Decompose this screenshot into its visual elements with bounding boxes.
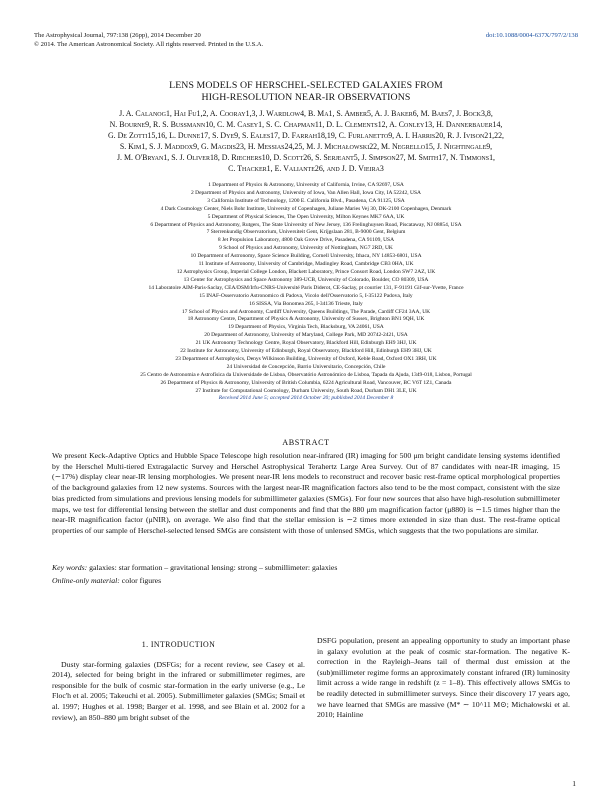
affiliation: 11 Institute of Astronomy, University of Cambridge, Madingley Road, Cambridge CB3 0HA, UK — [198, 261, 414, 268]
online-text: color figures — [121, 576, 162, 585]
author-list — [54, 108, 558, 175]
affiliation: 3 California Institute of Technology, 1200 E. California Blvd., Pasadena, CA 91125, USA — [207, 197, 405, 204]
affiliation: 8 Jet Propulsion Laboratory, 4800 Oak Grove Drive, Pasadena, CA 91109, USA — [217, 237, 395, 244]
doi-link[interactable]: doi:10.1088/0004-637X/797/2/138 — [485, 32, 578, 39]
affiliation: 24 Universidad de Concepción, Barrio Universitario, Concepción, Chile — [226, 363, 386, 370]
affiliation: 9 School of Physics and Astronomy, University of Nottingham, NG7 2RD, UK — [219, 245, 393, 252]
section-heading: 1. INTRODUCTION — [141, 640, 216, 649]
affiliation-list — [40, 182, 572, 403]
running-header — [34, 31, 578, 49]
affiliation: 21 UK Astronomy Technology Centre, Royal Observatory, Blackford Hill, Edinburgh EH9 3HJ, UK — [195, 340, 417, 347]
keywords-text: galaxies: star formation – gravitational lensing: strong – submillimeter: galaxies — [89, 563, 338, 572]
affiliation: 26 Department of Physics & Astronomy, University of British Columbia, 6224 Agricultural Road, Vancouver, BC V6T 1Z1, Canada — [160, 379, 452, 386]
affiliation: 5 Department of Physical Sciences, The Open University, Milton Keynes MK7 6AA, UK — [207, 213, 405, 220]
keywords — [52, 563, 560, 574]
abstract-heading: ABSTRACT — [282, 438, 330, 447]
right-column — [317, 636, 570, 721]
copyright-line: © 2014. The American Astronomical Society. All rights reserved. Printed in the U.S.A. — [34, 41, 264, 48]
affiliation: 12 Astrophysics Group, Imperial College London, Blackett Laboratory, Prince Consort Road, London SW7 2AZ, UK — [176, 268, 436, 275]
affiliation: 2 Department of Physics and Astronomy, University of Iowa, Van Allen Hall, Iowa City, IA 52242, USA — [190, 189, 421, 196]
title-line-1: LENS MODELS OF HERSCHEL-SELECTED GALAXIES FROM — [169, 80, 443, 91]
author-line: C. Thacker1, E. Valiante26, and J. D. Vieira3 — [228, 164, 384, 174]
affiliation: 25 Centro de Astronomia e Astrofísica da Universidade de Lisboa, Observatório Astronómico de Lisboa, Tapada da Ajuda, 1349-018, Lisbon, Portugal — [140, 371, 472, 378]
online-label: Online-only material: — [52, 576, 120, 585]
paper-title — [0, 80, 612, 104]
affiliation: 14 Laboratoire AIM-Paris-Saclay, CEA/DSM/Irfu-CNRS-Université Paris Diderot, CE-Saclay, pt courrier 131, F-91191 Gif-sur-Yvette, France — [148, 284, 464, 291]
page-number: 1 — [572, 779, 576, 788]
left-column — [52, 640, 305, 723]
affiliation: 6 Department of Physics and Astronomy, Rutgers, The State University of New Jersey, 136 Frelinghuysen Road, Piscataway, NJ 08854, USA — [150, 221, 462, 228]
received-dates: Received 2014 June 5; accepted 2014 October 20; published 2014 December 8 — [218, 395, 394, 402]
affiliation: 10 Department of Astronomy, Space Science Building, Cornell University, Ithaca, NY 14853-6801, USA — [190, 253, 422, 260]
affiliation: 19 Department of Physics, Virginia Tech, Blacksburg, VA 24061, USA — [228, 324, 384, 331]
affiliation: 27 Institute for Computational Cosmology, Durham University, South Road, Durham DH1 3LE, UK — [195, 387, 417, 394]
author-line: S. Kim1, S. J. Maddox9, G. Magdis23, H. Messias24,25, M. J. Michałowski22, M. Negrello15, J. Nightingale9, — [119, 142, 493, 152]
affiliation: 20 Department of Astronomy, University of Maryland, College Park, MD 20742-2421, USA — [204, 332, 408, 339]
affiliation: 18 Astronomy Centre, Department of Physics & Astronomy, University of Sussex, Brighton BN1 9QH, UK — [187, 316, 425, 323]
online-material — [52, 576, 560, 587]
affiliation: 16 SISSA, Via Bonomea 265, I-34136 Trieste, Italy — [249, 300, 363, 307]
journal-line: The Astrophysical Journal, 797:138 (26pp), 2014 December 20 — [34, 32, 201, 39]
affiliation: 7 Sterrenkundig Observatorium, Universiteit Gent, Krijgslaan 281, B-9000 Gent, Belgium — [206, 229, 406, 236]
affiliation: 23 Department of Astrophysics, Denys Wilkinson Building, University of Oxford, Keble Road, Oxford OX1 3RH, UK — [175, 355, 437, 362]
affiliation: 22 Institute for Astronomy, University of Edinburgh, Royal Observatory, Blackford Hill, Edinburgh EH9 3HJ, UK — [180, 348, 432, 355]
affiliation: 15 INAF-Osservatorio Astronomico di Padova, Vicolo dell'Osservatorio 5, I-35122 Padova, Italy — [199, 292, 413, 299]
author-line: J. M. O'Bryan1, S. J. Oliver18, D. Riechers10, D. Scott26, S. Serjeant5, J. Simpson27, M. Smith17, N. Timmons1, — [116, 153, 496, 163]
abstract-text: We present Keck-Adaptive Optics and Hubble Space Telescope high resolution near-infrared (IR) imaging for 500 μm bright candidate lensing systems identified by the Herschel Multi-tiered Extragalactic Survey and Herschel Astrophysical Terahertz Large Area Survey. Out of 87 candidates with near-IR imaging, 15 (∼17%) display clear near-IR lensing morphologies. We present near-IR lens models to reconstruct and recover basic rest-frame optical morphological properties of the background galaxies from 12 new systems. Sources with the largest near-IR magnification factors also tend to be the most compact, consistent with the size bias predicted from simulations and previous lensing models for submillimeter galaxies (SMGs). For four new sources that also have high-resolution submillimeter maps, we test for differential lensing between the stellar and dust components and find that the 880 μm magnification factor (μ880) is ∼1.5 times higher than the near-IR magnification factor (μNIR), on average. We also find that the stellar emission is ∼2 times more extended in size than dust. The rest-frame optical properties of our sample of Herschel-selected lensed SMGs are consistent with those of unlensed SMGs, which suggests that the two populations are similar. — [52, 451, 560, 535]
author-line: J. A. Calanog1, Hai Fu1,2, A. Cooray1,3, J. Wardlow4, B. Ma1, S. Amber5, A. J. Baker6, M. Baes7, J. Bock3,8, — [119, 109, 493, 118]
intro-paragraph-left: Dusty star-forming galaxies (DSFGs; for a recent review, see Casey et al. 2014), selected for being bright in the infrared or submillimeter regimes, are responsible for the bulk of cosmic star-formation in the early universe (e.g., Le Floc'h et al. 2005; Takeuchi et al. 2005). Submillimeter galaxies (SMGs; Smail et al. 1997; Hughes et al. 1998; Barger et al. 1998, and see Blain et al. 2002 for a review), an 850–880 μm bright subset of the — [52, 659, 305, 722]
intro-paragraph-right: DSFG population, present an appealing opportunity to study an important phase in galaxy evolution at the peak of cosmic star-formation. The negative K-correction in the Rayleigh–Jeans tail of thermal dust emission at the (sub)millimeter regime forms an approximately constant infrared (IR) luminosity limit across a wide range in redshift (z = 1–8). This effectively allows SMGs to be readily detected in submillimeter surveys. Since their discovery 17 years ago, we have learned that SMGs are massive (M* ∼ 10^11 M⊙; Michałowski et al. 2010; Hainline — [317, 636, 570, 720]
affiliation: 4 Dark Cosmology Center, Niels Bohr Institute, University of Copenhagen, Juliane Maries Vej 30, DK-2100 Copenhagen, Denmark — [160, 205, 452, 212]
keywords-label: Key words: — [52, 563, 88, 572]
affiliation: 17 School of Physics and Astronomy, Cardiff University, Queens Buildings, The Parade, Cardiff CF24 3AA, UK — [181, 308, 431, 315]
affiliation: 13 Center for Astrophysics and Space Astronomy 389-UCB, University of Colorado, Boulder, CO 80309, USA — [183, 276, 429, 283]
author-line: N. Bourne9, R. S. Bussmann10, C. M. Casey1, S. C. Chapman11, D. L. Clements12, A. Conley13, H. Dannerbauer14, — [109, 120, 503, 130]
author-line: G. De Zotti15,16, L. Dunne17, S. Dye9, S. Eales17, D. Farrah18,19, C. Furlanetto9, A. I. Harris20, R. J. Ivison21,22, — [107, 131, 505, 141]
affiliation: 1 Department of Physics & Astronomy, University of California, Irvine, CA 92697, USA — [208, 182, 404, 188]
title-line-2: HIGH-RESOLUTION NEAR-IR OBSERVATIONS — [201, 92, 411, 103]
